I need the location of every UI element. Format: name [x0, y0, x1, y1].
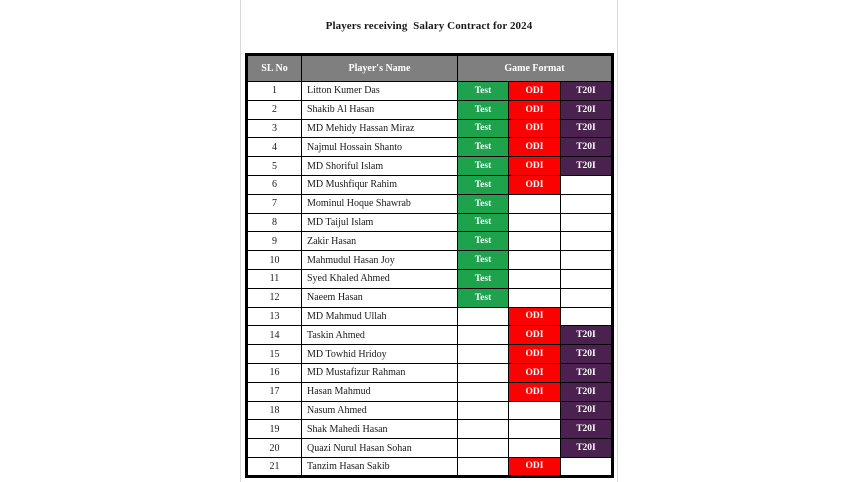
format-cell-t20i: T20I	[561, 363, 613, 382]
sl-no-cell: 19	[247, 420, 302, 439]
table-row	[247, 251, 613, 270]
format-cell-odi	[509, 194, 561, 213]
format-cell-test	[458, 401, 509, 420]
format-cell-test	[458, 345, 509, 364]
player-name-cell: Shakib Al Hasan	[302, 100, 458, 119]
sl-no-cell: 12	[247, 288, 302, 307]
player-name-cell: Syed Khaled Ahmed	[302, 269, 458, 288]
format-cell-t20i	[561, 269, 613, 288]
format-cell-test: Test	[458, 213, 509, 232]
player-name-cell: Nasum Ahmed	[302, 401, 458, 420]
sl-no-cell: 4	[247, 138, 302, 157]
format-cell-t20i	[561, 232, 613, 251]
player-name-cell: Najmul Hossain Shanto	[302, 138, 458, 157]
table-row	[247, 213, 613, 232]
format-cell-test: Test	[458, 100, 509, 119]
format-cell-odi	[509, 269, 561, 288]
sl-no-cell: 5	[247, 157, 302, 176]
format-cell-t20i: T20I	[561, 439, 613, 458]
player-name-cell: Litton Kumer Das	[302, 82, 458, 101]
table-row	[247, 232, 613, 251]
table-row	[247, 157, 613, 176]
format-cell-t20i: T20I	[561, 138, 613, 157]
header-sl-no: SL No	[247, 55, 302, 82]
table-row	[247, 100, 613, 119]
salary-contract-table	[245, 53, 614, 478]
format-cell-t20i: T20I	[561, 157, 613, 176]
format-cell-test: Test	[458, 269, 509, 288]
format-cell-test: Test	[458, 232, 509, 251]
player-name-cell: Shak Mahedi Hasan	[302, 420, 458, 439]
sl-no-cell: 10	[247, 251, 302, 270]
sl-no-cell: 17	[247, 382, 302, 401]
sl-no-cell: 2	[247, 100, 302, 119]
format-cell-test	[458, 307, 509, 326]
sl-no-cell: 3	[247, 119, 302, 138]
format-cell-test: Test	[458, 138, 509, 157]
table-row	[247, 401, 613, 420]
player-name-cell: Zakir Hasan	[302, 232, 458, 251]
table-row	[247, 307, 613, 326]
sl-no-cell: 1	[247, 82, 302, 101]
format-cell-t20i: T20I	[561, 100, 613, 119]
sl-no-cell: 20	[247, 439, 302, 458]
table-row	[247, 119, 613, 138]
format-cell-odi: ODI	[509, 119, 561, 138]
sl-no-cell: 18	[247, 401, 302, 420]
format-cell-odi: ODI	[509, 345, 561, 364]
sl-no-cell: 7	[247, 194, 302, 213]
format-cell-odi	[509, 401, 561, 420]
format-cell-odi	[509, 213, 561, 232]
format-cell-test: Test	[458, 288, 509, 307]
format-cell-t20i: T20I	[561, 119, 613, 138]
player-name-cell: MD Mahmud Ullah	[302, 307, 458, 326]
sl-no-cell: 6	[247, 175, 302, 194]
format-cell-t20i: T20I	[561, 326, 613, 345]
sl-no-cell: 16	[247, 363, 302, 382]
sl-no-cell: 21	[247, 457, 302, 476]
player-name-cell: MD Mehidy Hassan Miraz	[302, 119, 458, 138]
sl-no-cell: 15	[247, 345, 302, 364]
sl-no-cell: 8	[247, 213, 302, 232]
format-cell-t20i: T20I	[561, 82, 613, 101]
format-cell-t20i	[561, 307, 613, 326]
format-cell-t20i	[561, 457, 613, 476]
player-name-cell: Quazi Nurul Hasan Sohan	[302, 439, 458, 458]
format-cell-odi	[509, 420, 561, 439]
format-cell-t20i	[561, 288, 613, 307]
player-name-cell: Naeem Hasan	[302, 288, 458, 307]
header-game-format: Game Format	[458, 55, 613, 82]
table-row	[247, 363, 613, 382]
format-cell-odi: ODI	[509, 100, 561, 119]
player-name-cell: MD Mustafizur Rahman	[302, 363, 458, 382]
player-name-cell: Mahmudul Hasan Joy	[302, 251, 458, 270]
format-cell-test: Test	[458, 157, 509, 176]
table-row	[247, 420, 613, 439]
player-name-cell: Taskin Ahmed	[302, 326, 458, 345]
sl-no-cell: 14	[247, 326, 302, 345]
player-name-cell: Hasan Mahmud	[302, 382, 458, 401]
table-row	[247, 82, 613, 101]
format-cell-t20i: T20I	[561, 401, 613, 420]
sl-no-cell: 13	[247, 307, 302, 326]
player-name-cell: MD Shoriful Islam	[302, 157, 458, 176]
table-row	[247, 439, 613, 458]
player-name-cell: MD Taijul Islam	[302, 213, 458, 232]
sl-no-cell: 9	[247, 232, 302, 251]
page-title: Players receiving Salary Contract for 2024	[325, 20, 533, 32]
table-row	[247, 345, 613, 364]
format-cell-odi: ODI	[509, 363, 561, 382]
format-cell-odi: ODI	[509, 326, 561, 345]
header-player-name: Player's Name	[302, 55, 458, 82]
format-cell-t20i	[561, 213, 613, 232]
table-header-row	[247, 55, 613, 82]
format-cell-odi: ODI	[509, 157, 561, 176]
format-cell-t20i: T20I	[561, 345, 613, 364]
player-name-cell: MD Mushfiqur Rahim	[302, 175, 458, 194]
format-cell-test	[458, 420, 509, 439]
table-row	[247, 288, 613, 307]
format-cell-test: Test	[458, 175, 509, 194]
format-cell-odi: ODI	[509, 307, 561, 326]
format-cell-t20i	[561, 251, 613, 270]
table-body	[247, 82, 613, 477]
format-cell-test	[458, 326, 509, 345]
table-row	[247, 457, 613, 476]
format-cell-odi	[509, 251, 561, 270]
format-cell-test	[458, 439, 509, 458]
table-row	[247, 269, 613, 288]
sl-no-cell: 11	[247, 269, 302, 288]
format-cell-test: Test	[458, 194, 509, 213]
format-cell-odi: ODI	[509, 138, 561, 157]
format-cell-test: Test	[458, 251, 509, 270]
table-row	[247, 175, 613, 194]
table-row	[247, 138, 613, 157]
format-cell-t20i	[561, 194, 613, 213]
format-cell-odi: ODI	[509, 82, 561, 101]
format-cell-odi	[509, 439, 561, 458]
format-cell-test	[458, 382, 509, 401]
format-cell-odi	[509, 232, 561, 251]
player-name-cell: Mominul Hoque Shawrab	[302, 194, 458, 213]
format-cell-odi	[509, 288, 561, 307]
format-cell-test: Test	[458, 119, 509, 138]
format-cell-test	[458, 457, 509, 476]
player-name-cell: Tanzim Hasan Sakib	[302, 457, 458, 476]
format-cell-t20i: T20I	[561, 420, 613, 439]
table-row	[247, 194, 613, 213]
format-cell-t20i: T20I	[561, 382, 613, 401]
format-cell-test: Test	[458, 82, 509, 101]
format-cell-test	[458, 363, 509, 382]
format-cell-odi: ODI	[509, 382, 561, 401]
format-cell-odi: ODI	[509, 175, 561, 194]
player-name-cell: MD Towhid Hridoy	[302, 345, 458, 364]
format-cell-t20i	[561, 175, 613, 194]
table-row	[247, 382, 613, 401]
format-cell-odi: ODI	[509, 457, 561, 476]
table-row	[247, 326, 613, 345]
